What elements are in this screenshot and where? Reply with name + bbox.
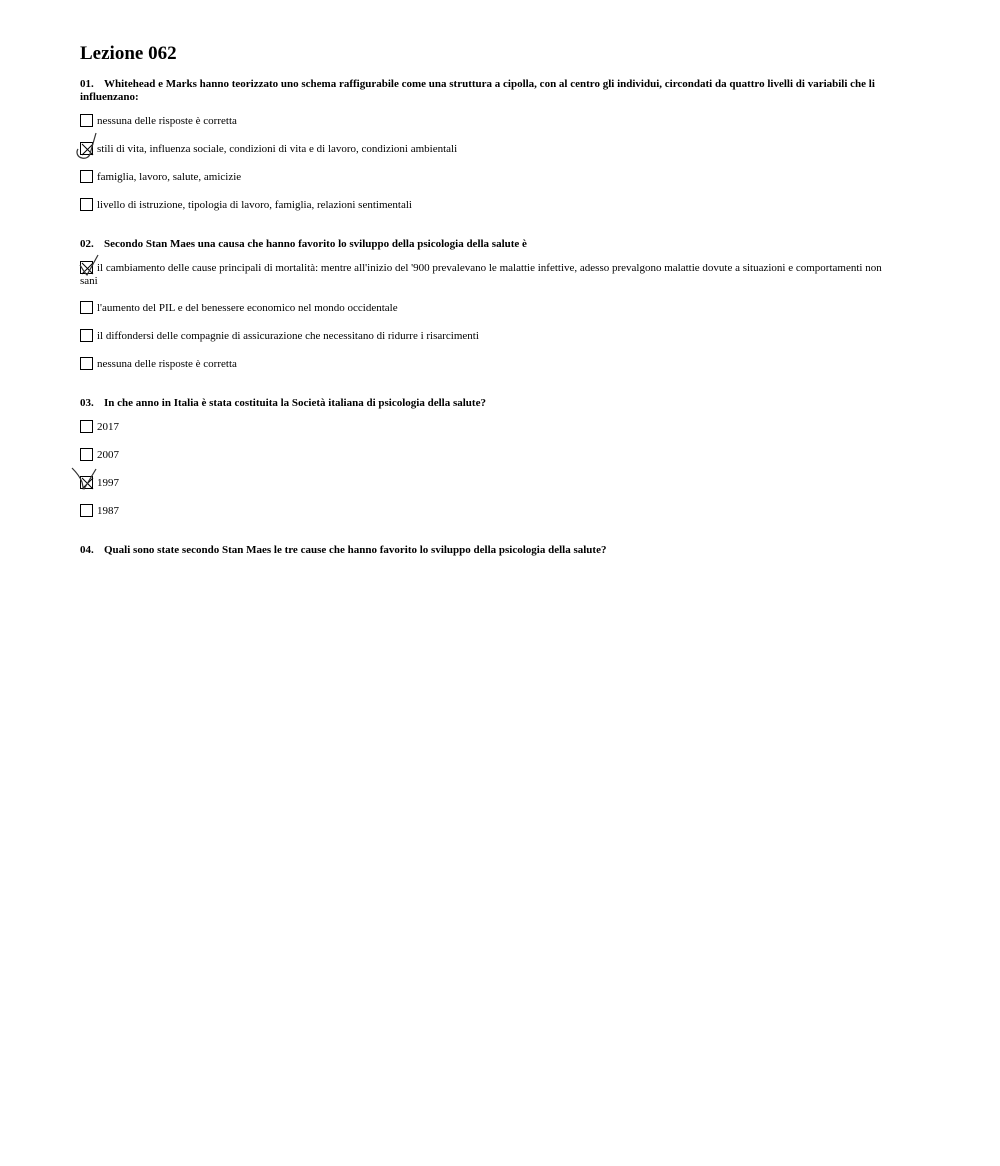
answer-option[interactable]: [80, 330, 890, 344]
answer-checkbox[interactable]: [80, 114, 93, 127]
document-page: [80, 42, 890, 582]
question-label: Secondo Stan Maes una causa che hanno favorito lo sviluppo della psicologia della salute è: [104, 238, 527, 250]
answer-checkbox-checked[interactable]: [80, 261, 93, 274]
answer-text: nessuna delle risposte è corretta: [97, 115, 237, 127]
answer-checkbox-checked[interactable]: [80, 476, 93, 489]
cross-icon: [81, 143, 94, 156]
answer-option[interactable]: [80, 302, 890, 316]
answer-checkbox[interactable]: [80, 198, 93, 211]
answer-checkbox[interactable]: [80, 448, 93, 461]
cross-icon: [81, 262, 94, 275]
answer-option[interactable]: [80, 115, 890, 129]
question-number: 01.: [80, 78, 94, 90]
question-label: Quali sono state secondo Stan Maes le tre cause che hanno favorito lo sviluppo della psicologia della salute?: [104, 544, 607, 556]
answer-text: il cambiamento delle cause principali di mortalità: mentre all'inizio del '900 prevalevano le malattie infettive, adesso prevalgono malattie dovute a situazioni e comportamenti non sani: [80, 262, 882, 287]
answer-text: 2007: [97, 449, 119, 461]
answer-option[interactable]: [80, 449, 890, 463]
question-text: [80, 238, 890, 251]
answer-checkbox[interactable]: [80, 301, 93, 314]
answer-text: livello di istruzione, tipologia di lavoro, famiglia, relazioni sentimentali: [97, 199, 412, 211]
answer-text: famiglia, lavoro, salute, amicizie: [97, 171, 242, 183]
answer-option[interactable]: [80, 505, 890, 519]
answer-option[interactable]: [80, 262, 890, 288]
answer-checkbox-checked[interactable]: [80, 142, 93, 155]
question-01: [80, 78, 890, 213]
answer-text: 1987: [97, 505, 119, 517]
answer-text: stili di vita, influenza sociale, condizioni di vita e di lavoro, condizioni ambientali: [97, 143, 458, 155]
answer-option[interactable]: [80, 358, 890, 372]
question-03: [80, 397, 890, 519]
answer-option[interactable]: [80, 143, 890, 157]
answer-checkbox[interactable]: [80, 420, 93, 433]
answer-text: nessuna delle risposte è corretta: [97, 358, 237, 370]
question-04: [80, 544, 890, 557]
answer-text: 2017: [97, 421, 119, 433]
question-number: 02.: [80, 238, 94, 250]
answer-text: l'aumento del PIL e del benessere economico nel mondo occidentale: [97, 302, 398, 314]
answer-option[interactable]: [80, 199, 890, 213]
question-text: [80, 397, 890, 410]
answer-checkbox[interactable]: [80, 504, 93, 517]
answer-option[interactable]: [80, 477, 890, 491]
question-label: In che anno in Italia è stata costituita la Società italiana di psicologia della salute?: [104, 397, 486, 409]
question-number: 03.: [80, 397, 94, 409]
page-title: Lezione 062: [80, 43, 177, 64]
question-number: 04.: [80, 544, 94, 556]
cross-icon: [81, 477, 94, 490]
question-text: [80, 544, 890, 557]
question-label: Whitehead e Marks hanno teorizzato uno schema raffigurabile come una struttura a cipolla, con al centro gli individui, circondati da quattro livelli di variabili che li influenzano:: [80, 78, 875, 103]
answer-option[interactable]: [80, 171, 890, 185]
answer-checkbox[interactable]: [80, 329, 93, 342]
answer-checkbox[interactable]: [80, 170, 93, 183]
answer-checkbox[interactable]: [80, 357, 93, 370]
answer-option[interactable]: [80, 421, 890, 435]
question-text: [80, 78, 890, 104]
question-02: [80, 238, 890, 372]
answer-text: 1997: [97, 477, 119, 489]
answer-text: il diffondersi delle compagnie di assicurazione che necessitano di ridurre i risarcimenti: [97, 330, 479, 342]
